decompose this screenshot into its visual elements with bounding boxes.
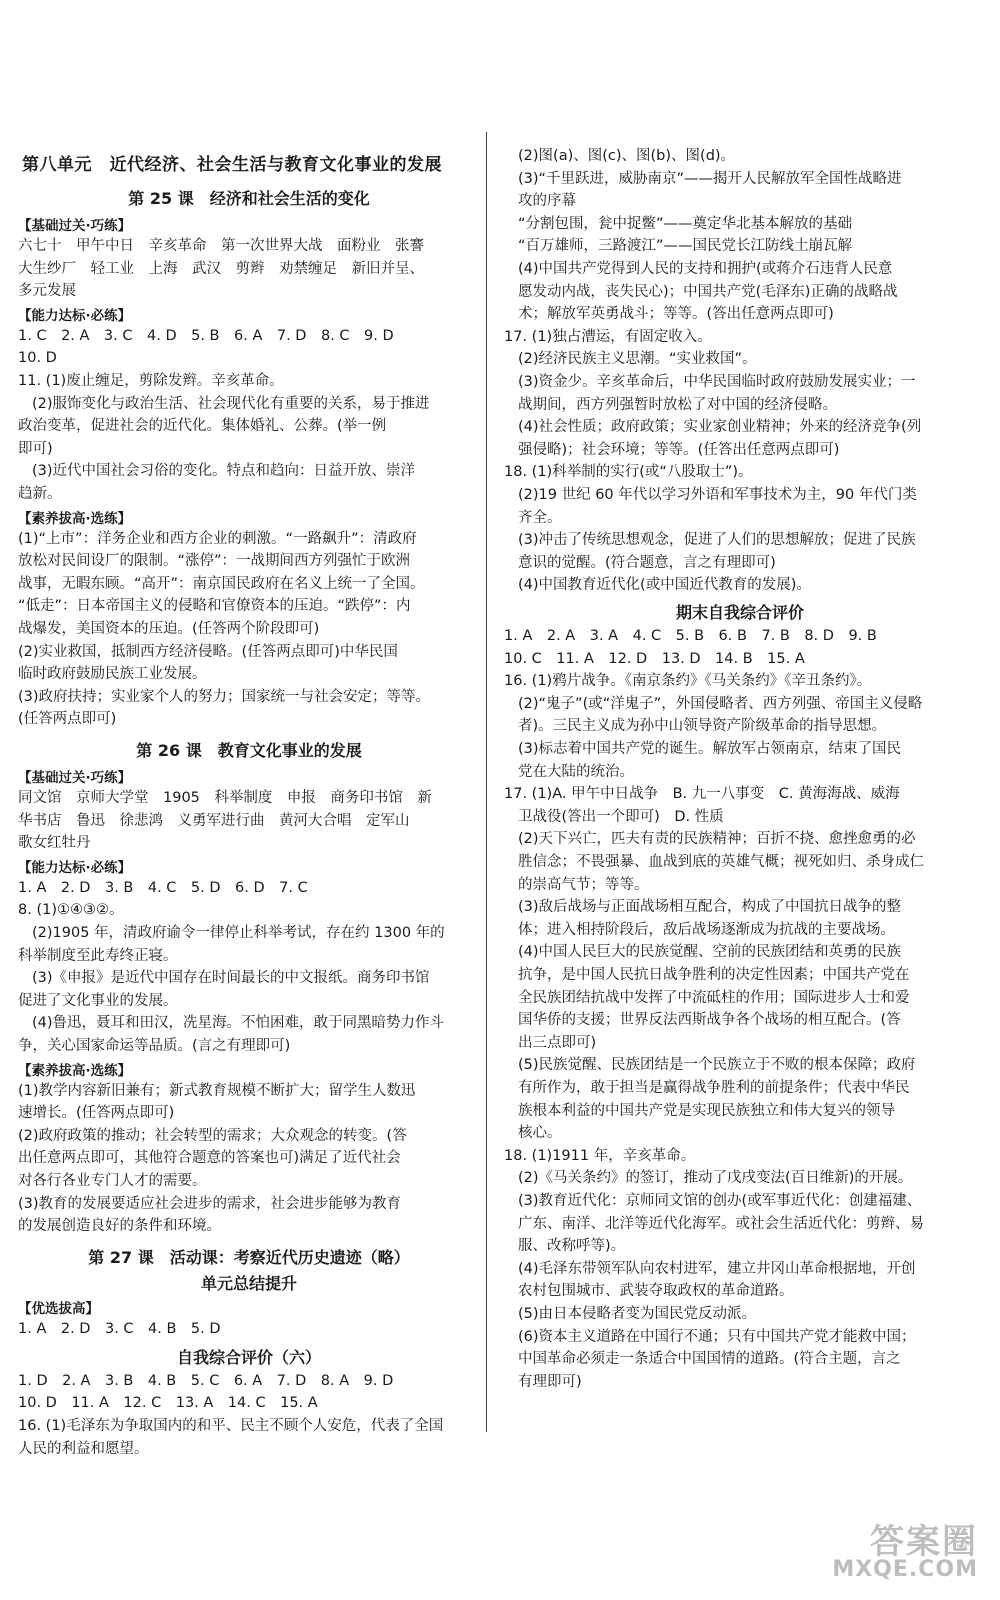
answer-line: (2)实业救国，抵制西方经济侵略。(任答两点即可)中华民国 [18,643,398,660]
answer-line: 体；进入相持阶段后，敌后战场逐渐成为抗战的主要战场。 [518,921,895,938]
section-header-summary: 【优选拔高】 [18,1300,99,1317]
answer-line: 10. D 11. A 12. C 13. A 14. C 15. A [18,1395,318,1412]
answer-line: 多元发展 [18,283,76,300]
answer-line: “低走”：日本帝国主义的侵略和官僚资本的压迫。“跌停”：内 [18,598,411,615]
column-divider [486,132,487,1432]
answer-line: (2)服饰变化与政治生活、社会现代化有重要的关系，易于推进 [32,395,430,412]
answer-line: 有理即可) [518,1373,582,1390]
answer-line: 中国革命必须走一条适合中国国情的道路。(符合主题，言之 [518,1351,901,1368]
answer-line: 抗争，是中国人民抗日战争胜利的决定性因素；中国共产党在 [518,967,910,983]
answer-line: 战期间，西方列强暂时放松了对中国的经济侵略。 [518,396,837,413]
answer-line: (2)图(a)、图(c)、图(b)、图(d)。 [518,148,736,164]
answer-line: 的发展创造良好的条件和环境。 [18,1218,221,1235]
answer-line: (3)冲击了传统思想观念，促进了人们的思想解放；促进了民族 [518,532,916,549]
section-header-basic: 【基础过关·巧练】 [18,770,132,786]
answer-line: 11. (1)废止缠足，剪除发辫。辛亥革命。 [18,373,284,389]
answer-line: 六七十 甲午中日 辛亥革命 第一次世界大战 面粉业 张謇 [18,238,424,254]
answer-line: (3)资金少。辛亥革命后，中华民国临时政府鼓励发展实业；一 [518,374,916,390]
answer-line: (4)毛泽东带领军队向农村进军，建立井冈山革命根据地，开创 [518,1260,916,1277]
answer-line: 术；解放军英勇战斗；等等。(答出任意两点即可) [518,306,834,323]
answer-line: 国华侨的支援；世界反法西斯战争各个战场的相互配合。(答 [518,1012,901,1029]
answer-line: 广东、南洋、北洋等近代化海军。或社会生活近代化：剪辫、易 [518,1215,924,1232]
answer-line: 同文馆 京师大学堂 1905 科举制度 申报 商务印书馆 新 [18,790,432,806]
section-header-basic: 【基础过关·巧练】 [18,218,132,234]
answer-line: 1. D 2. A 3. B 4. B 5. C 6. A 7. D 8. A 9. D [18,1372,394,1389]
section-header-quality: 【素养拔高·选练】 [18,1062,132,1079]
answer-line: 齐全。 [518,509,562,526]
answer-line: 愿发动内战，丧失民心)；中国共产党(毛泽东)正确的战略战 [518,283,898,300]
final-eval-title: 期末自我综合评价 [675,603,804,622]
answer-line: (3)“千里跃进，威胁南京”——揭开人民解放军全国性战略进 [518,170,902,187]
answer-line: 1. A 2. D 3. C 4. B 5. D [18,1320,221,1337]
answer-line: 强侵略)；社会环境；等等。(任答出任意两点即可) [518,441,840,458]
watermark [808,1514,978,1582]
answer-line: 速增长。(任答两点即可) [18,1105,175,1122]
answer-line: 18. (1)1911 年，辛亥革命。 [504,1147,696,1164]
answer-line: 17. (1)独占漕运，有固定收入。 [504,328,712,345]
answer-line: 16. (1)鸦片战争。《南京条约》《马关条约》《辛丑条约》。 [504,673,872,690]
summary-title: 单元总结提升 [200,1273,297,1293]
answer-line: (任答两点即可) [18,711,117,728]
answer-line: (2)19 世纪 60 年代以学习外语和军事技术为主，90 年代门类 [518,487,917,503]
answer-line: (4)社会性质；政府政策；实业家创业精神；外来的经济竞争(列 [518,419,922,436]
answer-line: 10. D [18,350,57,367]
answer-line: “百万雄师，三路渡江”——国民党长江防线土崩瓦解 [518,238,853,255]
answer-line: 1. A 2. D 3. B 4. C 5. D 6. D 7. C [18,879,308,896]
answer-line: 争，关心国家命运等品质。(言之有理即可) [18,1038,291,1054]
section-header-ability: 【能力达标·必练】 [18,859,132,876]
answer-line: (3)敌后战场与正面战场相互配合，构成了中国抗日战争的整 [518,899,902,916]
answer-line: 趋新。 [18,486,62,502]
watermark-logo-text: 答案圈 [870,1522,978,1562]
answer-line: 战事，无暇东顾。“高开”：南京国民政府在名义上统一了全国。 [18,575,425,592]
answer-line: (1)教学内容新旧兼有；新式教育规模不断扩大；留学生人数迅 [18,1082,416,1099]
watermark-url: MXQE.COM [832,1557,978,1582]
answer-line: (4)鲁迅，聂耳和田汉，冼星海。不怕困难，敢于同黑暗势力作斗 [32,1015,445,1032]
answer-line: 农村包围城市、武装夺取政权的革命道路。 [518,1283,794,1300]
answer-line: 放松对民间设厂的限制。“涨停”：一战期间西方列强忙于欧洲 [18,553,411,570]
answer-line: (4)中国人民巨大的民族觉醒、空前的民族团结和英勇的民族 [518,944,902,961]
lesson-25-title: 第 25 课 经济和社会生活的变化 [128,189,370,208]
answer-line: 华书店 鲁迅 徐悲鸿 义勇军进行曲 黄河大合唱 定军山 [18,812,410,829]
answer-line: 促进了文化事业的发展。 [18,992,178,1009]
answer-line: 核心。 [518,1125,562,1142]
answer-line: 10. C 11. A 12. D 13. D 14. B 15. A [504,650,805,667]
answer-line: (2)政府政策的推动；社会转型的需求；大众观念的转变。(答 [18,1127,407,1144]
answer-line: 战爆发，美国资本的压迫。(任答两个阶段即可) [18,621,320,637]
answer-line: (2)1905 年，清政府谕令一律停止科举考试，存在约 1300 年的 [32,925,445,941]
answer-line: 出三点即可) [518,1034,597,1051]
answer-line: 对各行各业专门人才的需要。 [18,1173,207,1189]
answer-line: 政治变革，促进社会的近代化。集体婚礼、公葬。(举一例 [18,418,387,435]
answer-line: (3)标志着中国共产党的诞生。解放军占领南京，结束了国民 [518,741,902,757]
answer-line: 服、改称呼等)。 [518,1238,626,1255]
answer-line: (5)民族觉醒、民族团结是一个民族立于不败的根本保障；政府 [518,1057,916,1074]
answer-line: (2)《马关条约》的签订，推动了戊戌变法(百日维新)的开展。 [518,1170,913,1187]
answer-line: (4)中国共产党得到人民的支持和拥护(或蒋介石违背人民意 [518,261,893,277]
answer-line: 有所作为，敢于担当是赢得战争胜利的前提条件；代表中华民 [518,1080,910,1096]
answer-line: 人民的利益和愿望。 [18,1440,149,1457]
answer-line: 意识的觉醒。(符合题意，言之有理即可) [518,554,776,571]
section-header-ability: 【能力达标·必练】 [18,307,132,324]
answer-line: (3)《申报》是近代中国存在时间最长的中文报纸。商务印书馆 [32,970,430,987]
answer-line: (3)政府扶持；实业家个人的努力；国家统一与社会安定；等等。 [18,688,431,705]
answer-line: 8. (1)①④③②。 [18,902,124,919]
answer-line: (5)由日本侵略者变为国民党反动派。 [518,1306,757,1322]
answer-line: (4)中国教育近代化(或中国近代教育的发展)。 [518,577,811,594]
answer-line: 歌女红牡丹 [18,835,91,852]
section-header-quality: 【素养拔高·选练】 [18,510,132,527]
answer-line: 16. (1)毛泽东为争取国内的和平、民主不顾个人安危，代表了全国 [18,1418,444,1434]
answer-line: 出任意两点即可，其他符合题意的答案也可)满足了近代社会 [18,1150,401,1167]
answer-line: (6)资本主义道路在中国行不通；只有中国共产党才能救中国； [518,1328,916,1345]
answer-line: 族根本利益的中国共产党是实现民族独立和伟大复兴的领导 [518,1102,895,1119]
answer-line: (3)教育的发展要适应社会进步的需求，社会进步能够为教育 [18,1195,402,1212]
answer-line: (3)近代中国社会习俗的变化。特点和趋向：日益开放、崇洋 [32,463,416,480]
answer-line: 科举制度至此寿终正寝。 [18,947,178,964]
answer-line: 17. (1)A. 甲午中日战争 B. 九一八事变 C. 黄海海战、威海 [504,786,900,803]
answer-line: (2)天下兴亡，匹夫有责的民族精神；百折不挠、愈挫愈勇的必 [518,831,916,848]
answer-line: 的崇高气节；等等。 [518,876,649,893]
answer-line: 1. C 2. A 3. C 4. D 5. B 6. A 7. D 8. C 9. D [18,327,394,344]
eval-six-title: 自我综合评价（六） [176,1347,321,1367]
answer-line: (2)经济民族主义思潮。“实业救国”。 [518,351,757,368]
answer-line: 即可) [18,440,53,457]
answer-line: (2)“鬼子”(或“洋鬼子”，外国侵略者、西方列强、帝国主义侵略 [518,695,923,712]
answer-line: 胜信念；不畏强暴、血战到底的英雄气概；视死如归、杀身成仁 [518,854,924,870]
answer-line: 党在大陆的统治。 [518,763,634,780]
unit-title: 第八单元 近代经济、社会生活与教育文化事业的发展 [22,155,442,175]
lesson-27-title: 第 27 课 活动课：考察近代历史遗迹（略） [88,1247,410,1267]
lesson-26-title: 第 26 课 教育文化事业的发展 [136,741,362,760]
answer-line: “分割包围，瓮中捉鳖”——奠定华北基本解放的基础 [518,215,853,232]
answer-line: 1. A 2. A 3. A 4. C 5. B 6. B 7. B 8. D 9. B [504,628,877,644]
answer-line: 全民族团结抗战中发挥了中流砥柱的作用；国际进步人士和爱 [518,989,910,1006]
answer-line: 大生纱厂 轻工业 上海 武汉 剪辫 劝禁缠足 新旧并呈、 [18,260,424,277]
answer-line: 卫战役(答出一个即可) D. 性质 [518,808,724,825]
answer-line: 18. (1)科举制的实行(或“八股取士”)。 [504,464,753,481]
answer-line: (1)“上市”：洋务企业和西方企业的刺激。“一路飙升”：清政府 [18,530,417,547]
answer-line: 攻的序幕 [518,193,576,210]
answer-line: 临时政府鼓励民族工业发展。 [18,666,207,683]
answer-line: 者)。三民主义成为孙中山领导资产阶级革命的指导思想。 [518,718,887,735]
answer-line: (3)教育近代化：京师同文馆的创办(或军事近代化：创建福建、 [518,1193,922,1209]
